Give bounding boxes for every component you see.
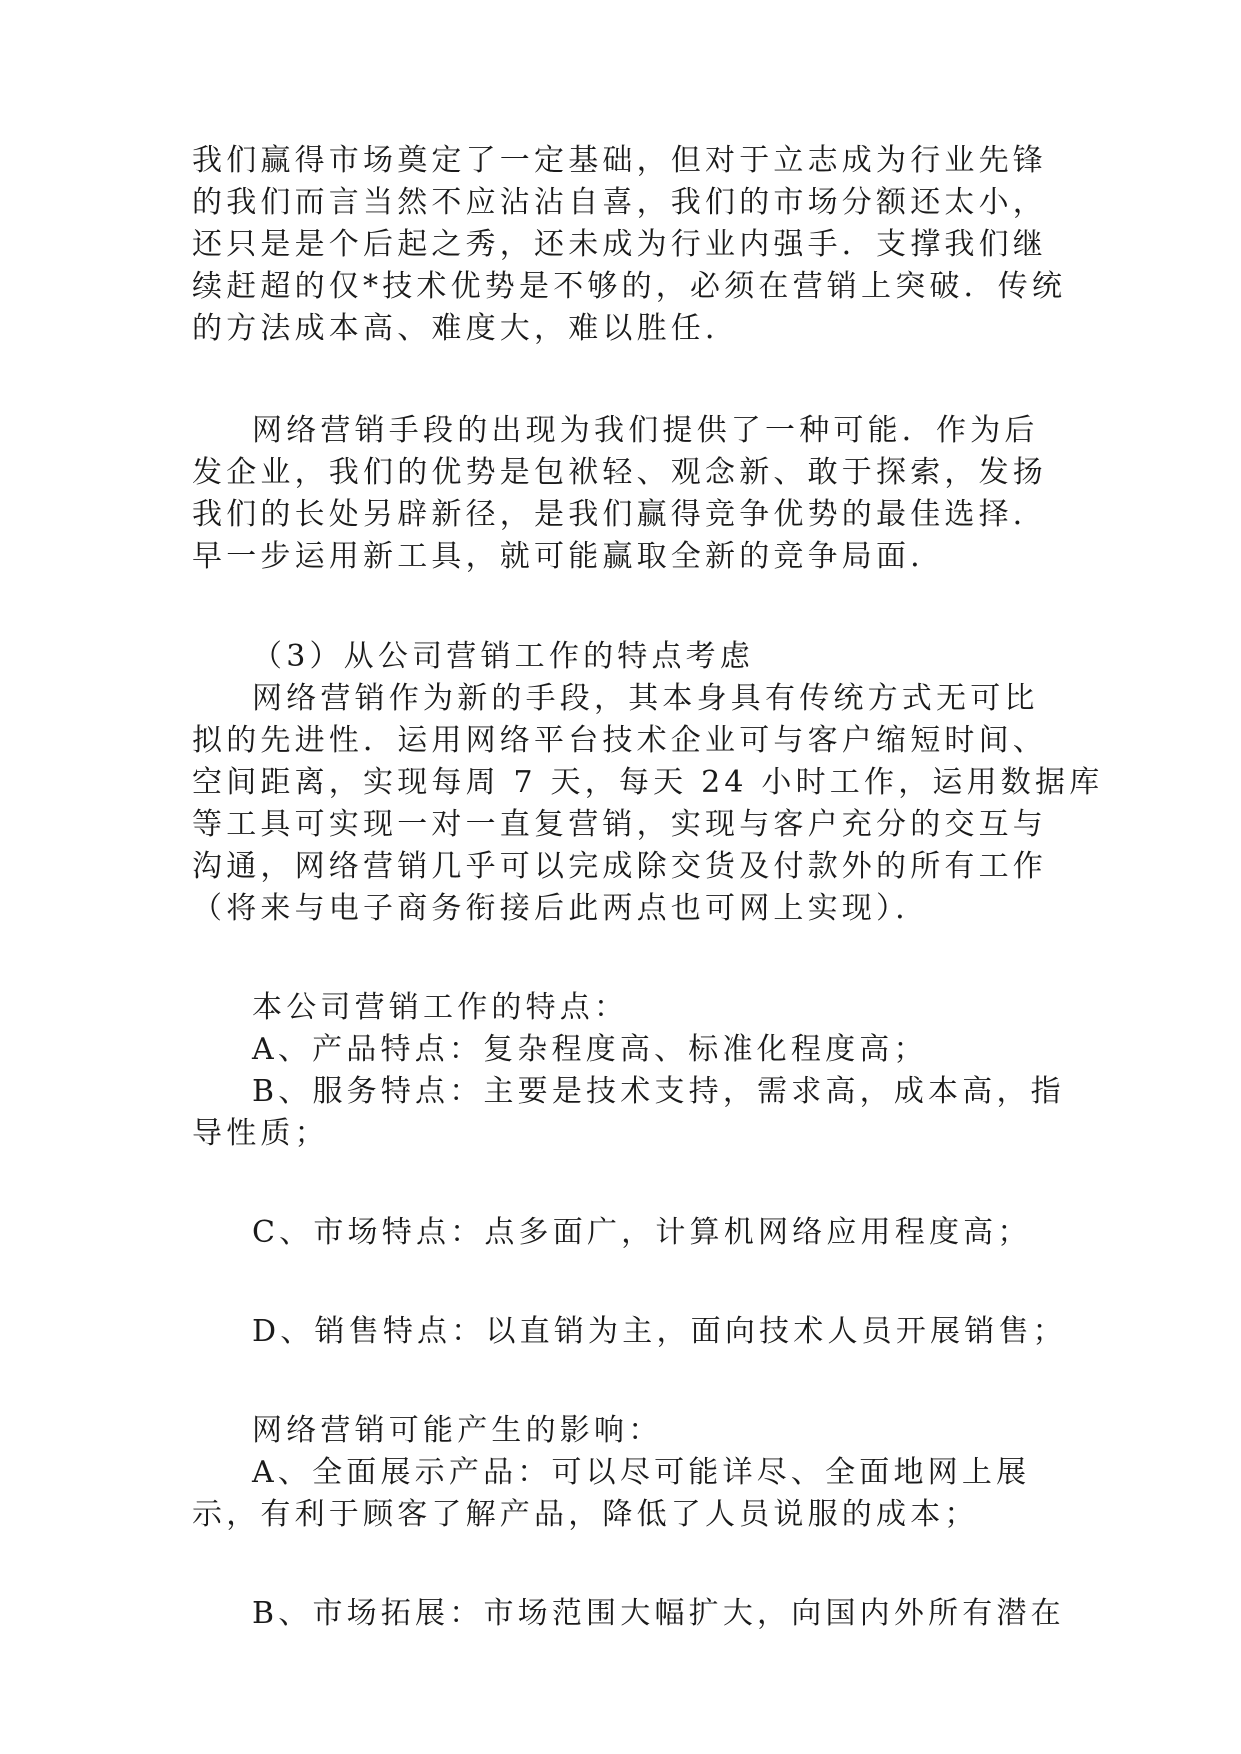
list-item: B、服务特点：主要是技术支持，需求高，成本高，指 — [252, 1074, 1065, 1109]
text-line: （将来与电子商务衔接后此两点也可网上实现）． — [192, 891, 930, 926]
text-line: 的我们而言当然不应沾沾自喜，我们的市场分额还太小， — [192, 185, 1047, 220]
text-line: 拟的先进性．运用网络平台技术企业可与客户缩短时间、 — [192, 723, 1047, 758]
text-line: 网络营销作为新的手段，其本身具有传统方式无可比 — [252, 681, 1039, 716]
text-line: 示，有利于顾客了解产品，降低了人员说服的成本； — [192, 1497, 979, 1532]
text-line: 导性质； — [192, 1116, 329, 1151]
text-line: 续赶超的仅*技术优势是不够的，必须在营销上突破．传统 — [192, 269, 1067, 304]
list-item: A、全面展示产品：可以尽可能详尽、全面地网上展 — [252, 1455, 1031, 1490]
list-item: B、市场拓展：市场范围大幅扩大，向国内外所有潜在 — [252, 1596, 1065, 1631]
text-line: 沟通，网络营销几乎可以完成除交货及付款外的所有工作 — [192, 849, 1047, 884]
text-line: 网络营销手段的出现为我们提供了一种可能．作为后 — [252, 413, 1039, 448]
text-line: 我们的长处另辟新径，是我们赢得竞争优势的最佳选择． — [192, 497, 1047, 532]
list-item: D、销售特点：以直销为主，面向技术人员开展销售； — [252, 1314, 1067, 1349]
text-line: 的方法成本高、难度大，难以胜任． — [192, 311, 740, 346]
text-line: 空间距离，实现每周 7 天，每天 24 小时工作，运用数据库 — [192, 765, 1104, 800]
section-heading: （3）从公司营销工作的特点考虑 — [252, 639, 755, 674]
text-line: 等工具可实现一对一直复营销，实现与客户充分的交互与 — [192, 807, 1047, 842]
list-item: C、市场特点：点多面广，计算机网络应用程度高； — [252, 1215, 1032, 1250]
text-line: 网络营销可能产生的影响： — [252, 1413, 663, 1448]
text-line: 早一步运用新工具，就可能赢取全新的竞争局面． — [192, 539, 945, 574]
text-line: 还只是是个后起之秀，还未成为行业内强手．支撑我们继 — [192, 227, 1047, 262]
text-line: 发企业，我们的优势是包袱轻、观念新、敢于探索，发扬 — [192, 455, 1047, 490]
text-line: 本公司营销工作的特点： — [252, 990, 629, 1025]
list-item: A、产品特点：复杂程度高、标准化程度高； — [252, 1032, 928, 1067]
text-line: 我们赢得市场奠定了一定基础，但对于立志成为行业先锋 — [192, 143, 1047, 178]
